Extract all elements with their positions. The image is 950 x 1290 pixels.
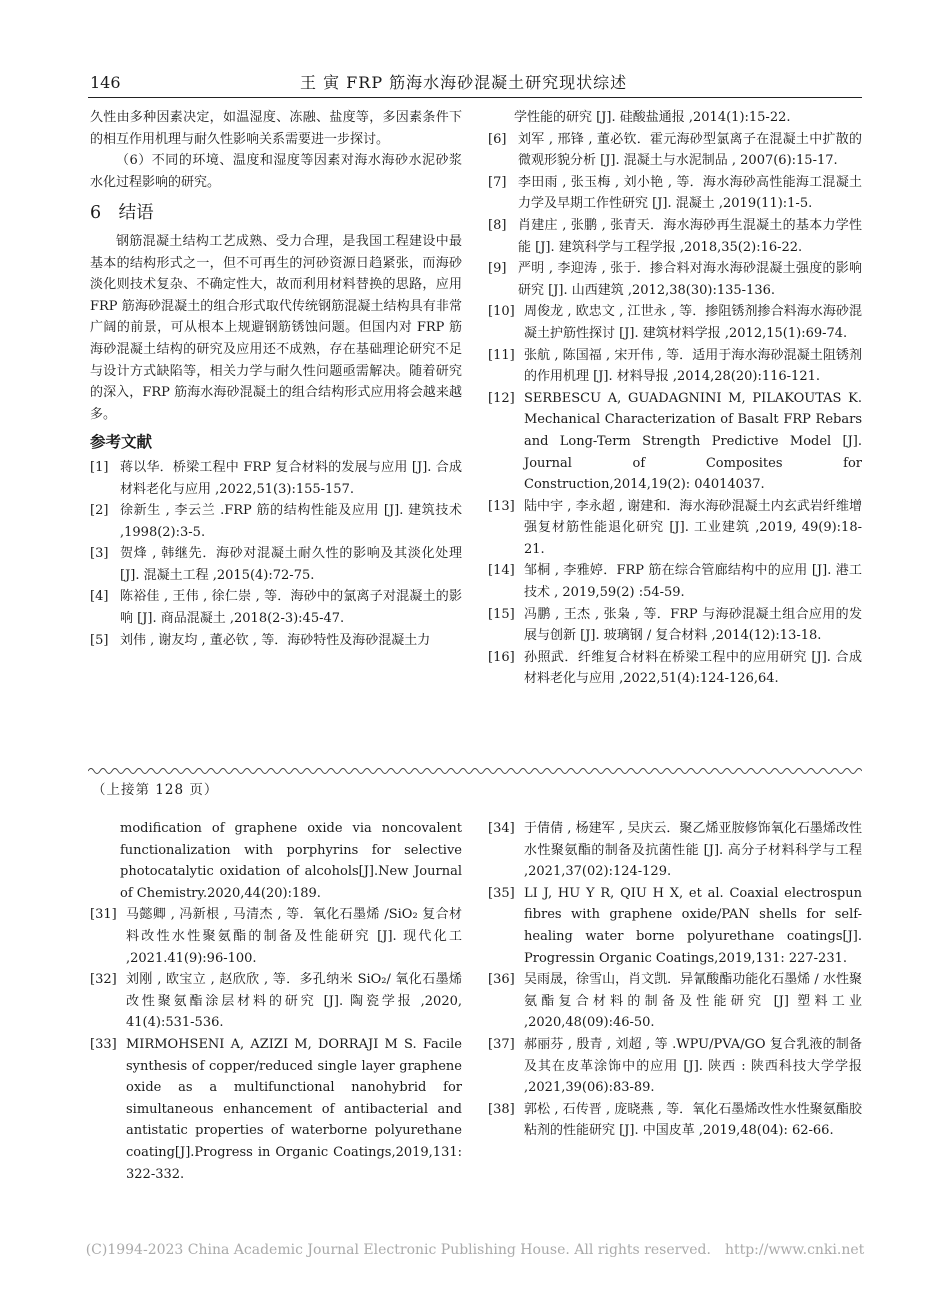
reference-number: [14] [488, 563, 515, 579]
reference-number: [13] [488, 498, 515, 514]
reference-item [488, 215, 862, 258]
reference-text: SERBESCU A, GUADAGNINI M, PILAKOUTAS K. Mechanical Characterization of Basalt FRP Rebars and Long-Term Strength Predictive Model [J]. Journal of Composites for Construction,2014,19(2): 04014037. [524, 390, 862, 493]
reference-number: [3] [90, 546, 109, 562]
reference-text: 刘刚 , 欧宝立 , 赵欣欣 , 等．多孔纳米 SiO₂/ 氧化石墨烯改性聚氨酯涂层材料的研究 [J]. 陶瓷学报 ,2020, 41(4):531-536. [126, 972, 462, 1031]
reference-number: [38] [488, 1101, 515, 1117]
site-url[interactable]: http://www.cnki.net [724, 1242, 865, 1258]
reference-continuation: 学性能的研究 [J]. 硅酸盐通报 ,2014(1):15-22. [514, 110, 791, 125]
reference-item [488, 388, 862, 496]
conclusion-paragraph: 钢筋混凝土结构工艺成熟、受力合理，是我国工程建设中最基本的结构形式之一，但不可再生的河砂资源日趋紧张，而海砂淡化则技术复杂、不确定性大，故而利用材料替换的思路，应用 FRP 筋海砂混凝土的组合形式取代传统钢筋混凝土结构具有非常广阔的前景，可从根本上规避钢筋锈蚀问题。但国内对 FRP 筋海砂混凝土结构的研究及应用还不成熟，存在基础理论研究不足与设计方式缺陷等，相关力学与耐久性问题亟需解决。随着研究的深入，FRP 筋海水海砂混凝土的组合结构形式应用将会越来越多。 [90, 233, 462, 422]
reference-text: 蒋以华．桥梁工程中 FRP 复合材料的发展与应用 [J]. 合成材料老化与应用 ,2022,51(3):155-157. [120, 459, 462, 497]
reference-continuation: modification of graphene oxide via noncovalent functionalization with porphyrins for selective photocatalytic oxidation of alcohols[J].New Journal of Chemistry.2020,44(20):189. [120, 821, 462, 901]
reference-text: 冯鹏 , 王杰 , 张枭 , 等．FRP 与海砂混凝土组合应用的发展与创新 [J]. 玻璃钢 / 复合材料 ,2014(12):13-18. [524, 606, 862, 644]
page-number: 146 [90, 73, 121, 92]
reference-number: [8] [488, 217, 507, 233]
reference-item [488, 1099, 862, 1142]
references-heading: 参考文献 [90, 432, 153, 452]
reference-list [90, 457, 462, 651]
reference-item [488, 172, 862, 215]
copyright-footer [0, 1242, 950, 1258]
reference-number: [31] [90, 907, 117, 923]
reference-text: 陈裕佳 , 王伟 , 徐仁崇 , 等．海砂中的氯离子对混凝土的影响 [J]. 商品混凝土 ,2018(2-3):45-47. [120, 589, 462, 627]
reference-list [488, 818, 862, 1142]
reference-item [90, 904, 462, 969]
reference-item [488, 647, 862, 690]
reference-text: LI J, HU Y R, QIU H X, et al. Coaxial electrospun fibres with graphene oxide/PAN shells for self-healing water borne polyurethane coatings[J]. Progressin Organic Coatings,2019,131: 227-231. [524, 885, 862, 966]
reference-item [488, 969, 862, 1034]
running-title: 王 寅 FRP 筋海水海砂混凝土研究现状综述 [300, 73, 628, 92]
reference-text: 孙照武．纤维复合材料在桥梁工程中的应用研究 [J]. 合成材料老化与应用 ,2022,51(4):124-126,64. [524, 649, 862, 687]
reference-item [90, 457, 462, 500]
reference-item [488, 258, 862, 301]
reference-text: 郭松 , 石传晋 , 庞晓燕 , 等．氧化石墨烯改性水性聚氨酯胶粘剂的性能研究 [J]. 中国皮革 ,2019,48(04): 62-66. [524, 1101, 862, 1139]
reference-number: [2] [90, 503, 109, 519]
reference-item [488, 560, 862, 603]
reference-text: 刘伟 , 谢友均 , 董必钦 , 等．海砂特性及海砂混凝土力 [120, 632, 431, 648]
reference-number: [35] [488, 885, 515, 901]
reference-item [90, 1034, 462, 1185]
reference-number: [10] [488, 304, 515, 320]
reference-number: [11] [488, 347, 515, 363]
reference-number: [12] [488, 390, 515, 406]
paragraph: （6）不同的环境、温度和湿度等因素对海水海砂水泥砂浆水化过程影响的研究。 [90, 153, 462, 190]
reference-item [488, 345, 862, 388]
reference-text: 严明 , 李迎涛 , 张于．掺合料对海水海砂混凝土强度的影响研究 [J]. 山西建筑 ,2012,38(30):135-136. [518, 261, 862, 298]
reference-item [90, 969, 462, 1034]
reference-list [488, 129, 862, 690]
reference-text: 贺烽 , 韩继先．海砂对混凝土耐久性的影响及其淡化处理 [J]. 混凝土工程 ,2015(4):72-75. [120, 546, 462, 583]
reference-number: [37] [488, 1036, 515, 1052]
reference-text: MIRMOHSENI A, AZIZI M, DORRAJI M S. Facile synthesis of copper/reduced single layer graphene oxide as a multifunctional nanohybrid for simultaneous enhancement of antibacterial and antistatic properties of waterborne polyurethane coating[J].Progress in Organic Coatings,2019,131: 322-332. [126, 1036, 462, 1182]
reference-item [488, 1034, 862, 1099]
reference-text: 陆中宇 , 李永超 , 谢建和．海水海砂混凝土内玄武岩纤维增强复材筋性能退化研究 [J]. 工业建筑 ,2019, 49(9):18-21. [524, 498, 862, 557]
right-column-top [488, 107, 862, 690]
reference-number: [9] [488, 261, 507, 277]
reference-item [488, 818, 862, 883]
reference-number: [5] [90, 632, 109, 648]
reference-item [488, 496, 862, 561]
reference-item [488, 604, 862, 647]
reference-number: [32] [90, 972, 117, 988]
reference-item [90, 543, 462, 586]
reference-text: 邹桐 , 李雅婷．FRP 筋在综合管廊结构中的应用 [J]. 港工技术 , 2019,59(2) :54-59. [524, 563, 862, 601]
reference-item [90, 500, 462, 543]
paragraph: 久性由多种因素决定，如温湿度、冻融、盐度等，多因素条件下的相互作用机理与耐久性影响关系需要进一步探讨。 [90, 110, 462, 147]
copyright-text: (C)1994-2023 China Academic Journal Electronic Publishing House. All rights reserved. [85, 1242, 711, 1258]
reference-number: [4] [90, 589, 109, 605]
reference-item [90, 630, 462, 652]
reference-number: [34] [488, 821, 515, 836]
reference-text: 吴雨晟，徐雪山，肖文凯．异氰酸酯功能化石墨烯 / 水性聚氨酯复合材料的制备及性能研究 [J] 塑料工业 ,2020,48(09):46-50. [524, 972, 862, 1031]
reference-number: [16] [488, 649, 515, 665]
reference-number: [7] [488, 174, 507, 190]
reference-text: 刘军 , 邢锋 , 董必钦．霍元海砂型氯离子在混凝土中扩散的微观形貌分析 [J]. 混凝土与水泥制品 , 2007(6):15-17. [518, 131, 862, 169]
section-divider [88, 766, 862, 776]
reference-item [488, 883, 862, 969]
left-column-bottom [90, 818, 462, 1185]
reference-text: 于倩倩 , 杨建军 , 吴庆云．聚乙烯亚胺修饰氧化石墨烯改性水性聚氨酯的制备及抗菌性能 [J]. 高分子材料科学与工程 ,2021,37(02):124-129. [524, 821, 862, 880]
reference-text: 李田雨 , 张玉梅 , 刘小艳 , 等．海水海砂高性能海工混凝土力学及早期工作性研究 [J]. 混凝土 ,2019(11):1-5. [518, 174, 862, 212]
reference-list [90, 904, 462, 1185]
reference-text: 周俊龙 , 欧忠文 , 江世永 , 等．掺阻锈剂掺合料海水海砂混凝土护筋性探讨 [J]. 建筑材料学报 ,2012,15(1):69-74. [524, 304, 862, 341]
reference-item [488, 129, 862, 172]
reference-text: 徐新生 , 李云兰 .FRP 筋的结构性能及应用 [J]. 建筑技术 ,1998(2):3-5. [120, 503, 462, 540]
reference-number: [15] [488, 606, 515, 622]
reference-text: 张航 , 陈国福 , 宋开伟 , 等．适用于海水海砂混凝土阻锈剂的作用机理 [J]. 材料导报 ,2014,28(20):116-121. [524, 347, 862, 385]
wavy-divider-graphic [88, 766, 862, 776]
reference-number: [1] [90, 459, 109, 475]
reference-number: [6] [488, 131, 507, 147]
reference-item [90, 586, 462, 629]
reference-number: [36] [488, 972, 515, 988]
reference-item [488, 301, 862, 344]
right-column-bottom [488, 818, 862, 1142]
reference-text: 肖建庄 , 张鹏 , 张青天．海水海砂再生混凝土的基本力学性能 [J]. 建筑科学与工程学报 ,2018,35(2):16-22. [518, 217, 862, 255]
section-heading: 6 结语 [90, 203, 154, 224]
continued-note: （上接第 128 页） [92, 782, 219, 798]
reference-text: 郝丽芬 , 殷青 , 刘超 , 等 .WPU/PVA/GO 复合乳液的制备及其在皮革涂饰中的应用 [J]. 陕西 : 陕西科技大学学报 ,2021,39(06):83-89. [524, 1036, 862, 1096]
reference-number: [33] [90, 1036, 117, 1052]
left-column-top [90, 107, 462, 651]
header-rule [88, 97, 862, 98]
reference-text: 马懿卿 , 冯新根 , 马清杰 , 等．氧化石墨烯 /SiO₂ 复合材料改性水性聚氨酯的制备及性能研究 [J]. 现代化工 ,2021.41(9):96-100. [126, 907, 462, 966]
